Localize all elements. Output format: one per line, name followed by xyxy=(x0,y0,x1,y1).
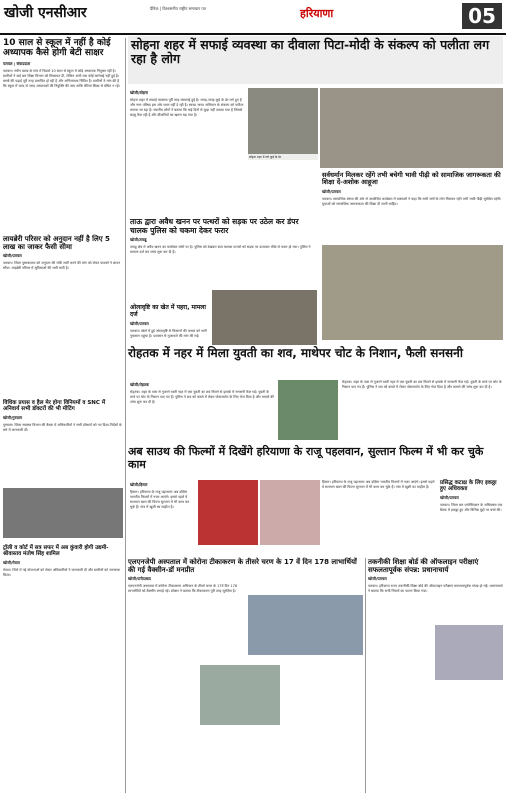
column-divider xyxy=(125,38,126,793)
article-body-continued: रोहतक। शहर के पास से गुजरने वाली नहर में एक युवती का शव मिलने से इलाके में सनसनी फैल गई। युवती के माथे पर चोट के निशान पाए गए हैं। पुलिस ने शव को कब्जे में लेकर पोस्टमार्टम के लिए भेज दिया है और मामले की जांच शुरू कर दी है। xyxy=(342,380,502,389)
byline: खोजी/तावडू xyxy=(130,237,147,243)
article-body: सोहना शहर में सफाई व्यवस्था पूरी तरह चरमराई हुई है। जगह-जगह कूड़े के ढेर लगे हुए हैं और नगर परिषद इस ओर ध्यान नहीं दे रही है। स्वच्छ भारत अभियान के संकल्प को पलीता लगाया जा रहा है। स्थानीय लोगों ने बताया कि कई दिनों से कूड़ा नहीं उठाया गया है जिससे बदबू फैल रही है और बीमारियों का खतरा बढ़ गया है। xyxy=(130,98,244,117)
headline: ट्रॉली व कोर्ट में सत्र सफर में अब कुंवारी होगी उद्यमी-श्रीवास्तव मंतोष सिंह शामिल xyxy=(3,545,109,558)
story-sohna xyxy=(130,88,245,223)
headline: ओलावृष्टि का खेत में पहरा, मामला दर्ज xyxy=(130,304,206,318)
story-rohtak xyxy=(130,380,275,445)
newspaper-logo: खोजी एनसीआर xyxy=(4,5,87,21)
article-body: पलवल। जिला बार एसोसिएशन के अधिवक्ता एक बैठक में इकठ्ठा हुए और विभिन्न मुद्दों पर चर्चा की। xyxy=(440,502,503,512)
vaccination-photo xyxy=(248,595,363,655)
article-body: तावडू क्षेत्र में अवैध खनन का कारोबार जोरों पर है। पुलिस को देखकर डंपर चालक पत्थरों को सड़क पर उलटकर मौके से फरार हो गया। पुलिस ने मामला दर्ज कर जांच शुरू कर दी है। xyxy=(130,245,311,255)
byline: खोजी/पलवल xyxy=(3,253,22,259)
headline: लायब्रेरी परिसर को अनुदान नहीं है लिए 5 लाख का जाकर फैसी सीमा xyxy=(3,235,110,252)
street-photo xyxy=(320,88,503,168)
story-film xyxy=(130,480,195,565)
headline: एलएनजेपी अस्पताल में कोरोना टीकाकरण के तीसरे चरण के 17 वें दिन 178 लाभार्थियों की गई वैक्सीन-डॉ मनप्रीत xyxy=(128,558,357,575)
story-school xyxy=(3,38,123,179)
headline: प्रसिद्ध कटाक्ष के लिए इकठ्ठा हुए अधिवक्ता xyxy=(440,480,497,493)
photo-caption: सोहना शहर में लगे कूड़े के ढेर xyxy=(248,154,318,160)
headline: ताऊ द्वारा अवैध खनन पर पत्थरों को सड़क पर उठेल कर डंपर चालक पुलिस को चकमा देकर फरार xyxy=(130,217,299,235)
wrestler-photo-2 xyxy=(260,480,320,545)
byline: खोजी/पलवल xyxy=(130,320,149,326)
headline: तकनीकी शिक्षा बोर्ड की ऑफलाइन परीक्षाएं सफलतापूर्वक संपन्न: प्रधानाचार्य xyxy=(368,558,479,575)
article-body: रोहतक। शहर के पास से गुजरने वाली नहर में एक युवती का शव मिलने से इलाके में सनसनी फैल गई। युवती के माथे पर चोट के निशान पाए गए हैं। पुलिस ने शव को कब्जे में लेकर पोस्टमार्टम के लिए भेज दिया है और मामले की जांच शुरू कर दी है। xyxy=(130,390,274,404)
hospital-photo xyxy=(200,665,280,725)
headline: 10 साल से स्कूल में नहीं है कोई अध्यापक कैसे होगी बेटी साक्षर xyxy=(3,38,111,59)
headline: अब साउथ की फिल्मों में दिखेंगे हरियाणा के राजू पहलवान, सुल्तान फिल्म में भी कर चुके काम xyxy=(128,445,484,471)
article-body: पलवल। नवीन खण्ड के गांव में पिछले 10 साल से स्कूल में कोई अध्यापक नियुक्त नहीं है। ग्रामीणों ने कई बार शिक्षा विभाग को शिकायत दी, लेकिन अभी तक कोई कार्रवाई नहीं हुई है। बच्चों की पढ़ाई पूरी तरह प्रभावित हो रही है और अभिभावक चिंतित हैं। ग्रामीणों ने मांग की है कि स्कूल में जल्द से जल्द अध्यापकों की नियुक्ति की जाए ताकि बेटियां शिक्षा से वंचित न रहें। xyxy=(3,68,120,88)
garbage-photo xyxy=(248,88,318,160)
meeting-photo xyxy=(3,488,123,538)
section-title: हरियाणा xyxy=(300,7,334,20)
canal-photo xyxy=(278,380,338,440)
article-body-continued: हिसार। हरियाणा के राजू पहलवान अब दक्षिण भारतीय फिल्मों में नजर आएंगे। इससे पहले वे सलमान खान की फिल्म सुल्तान में भी काम कर चुके हैं। गांव में खुशी का माहौल है। xyxy=(322,480,435,489)
story-speak xyxy=(440,480,503,558)
event-photo xyxy=(322,245,503,340)
byline: खोजी/सोहना xyxy=(130,90,148,95)
story-film-cont xyxy=(322,480,437,555)
wrestler-photo-1 xyxy=(198,480,258,545)
byline: खोजी/पलवल xyxy=(440,494,459,500)
story-wallet xyxy=(3,545,123,668)
stones-photo xyxy=(212,290,317,345)
article-body: पलवल। जिला पुस्तकालय को अनुदान की राशि जारी करने की मांग को लेकर पाठकों ने ज्ञापन सौंपा। लाइब्रेरी परिसर में सुविधाओं की भारी कमी है। xyxy=(3,261,121,271)
headline: सोहना शहर में सफाई व्यवस्था का दीवाला पिटा-मोदी के संकल्प को पलीता लग रहा है लोग xyxy=(131,37,490,67)
article-body: एलएनजेपी अस्पताल में कोरोना टीकाकरण अभियान के तीसरे चरण के 17वें दिन 178 लाभार्थियों को वैक्सीन लगाई गई। डॉक्टर ने बताया कि टीकाकरण पूरी तरह सुरक्षित है। xyxy=(128,584,238,594)
byline: खोजी/फरीदाबाद xyxy=(128,576,151,582)
story-rohtak-headline xyxy=(128,347,503,377)
story-film-headline xyxy=(128,446,503,471)
article-body: पलवल। हरियाणा राज्य तकनीकी शिक्षा बोर्ड की ऑफलाइन परीक्षाएं सफलतापूर्वक संपन्न हो गईं। प्रधानाचार्य ने बताया कि सभी नियमों का पालन किया गया। xyxy=(368,584,503,594)
article-body: हिसार। हरियाणा के राजू पहलवान अब दक्षिण भारतीय फिल्मों में नजर आएंगे। इससे पहले वे सलमान खान की फिल्म सुल्तान में भी काम कर चुके हैं। गांव में खुशी का माहौल है। xyxy=(130,490,190,509)
story-sohna-headline xyxy=(128,36,503,84)
byline: पलवल | संवाददाता xyxy=(3,60,31,66)
masthead xyxy=(0,0,506,35)
article-body: पलवल। खेतों में हुई ओलावृष्टि से किसानों की फसल को भारी नुकसान पहुंचा है। प्रशासन से मुआवजे की मांग की गई। xyxy=(130,328,207,338)
article-body: पलवल। सामाजिक संस्था की ओर से आयोजित कार्यक्रम में वक्ताओं ने कहा कि सभी धर्मों के लोग मिलकर रहेंगे तभी भावी पीढ़ी सुरक्षित रहेगी। युवाओं को सामाजिक जागरूकता की शिक्षा दी जानी चाहिए। xyxy=(322,196,502,206)
byline: खोजी/मेवात xyxy=(3,559,20,565)
byline: खोजी/रोहतक xyxy=(130,382,149,387)
story-library xyxy=(3,235,123,381)
article-body: मेवात। जिले में नई योजनाओं को लेकर अधिकारियों ने जानकारी दी और ग्रामीणों को जागरूक किया। xyxy=(3,567,121,577)
headline: विधिक प्रयास व हैल मेर होगा विनियमों व SNC में अनिवार्य सभी डॉक्टरों की भी मीटिंग xyxy=(3,400,106,413)
byline: खोजी/हिसार xyxy=(130,482,148,487)
article-body: गुरुग्राम। जिला स्वास्थ्य विभाग की बैठक में अधिकारियों ने सभी डॉक्टरों को नए दिशा-निर्देशों के बारे में जानकारी दी। xyxy=(3,422,122,432)
byline: खोजी/पलवल xyxy=(322,188,341,194)
page-number: 05 xyxy=(462,3,502,29)
story-nation xyxy=(322,172,503,237)
column-divider xyxy=(365,558,366,793)
story-congress xyxy=(3,400,123,483)
exam-photo xyxy=(435,625,503,680)
byline: खोजी/गुरुग्राम xyxy=(3,414,23,420)
headline: रोहतक में नहर में मिला युवती का शव, माथेपर चोट के निशान, फैली सनसनी xyxy=(128,346,463,360)
byline: खोजी/पलवल xyxy=(368,576,387,582)
masthead-meta: दैनिक | विश्वसनीय राष्ट्रीय समाचार पत्र xyxy=(150,6,206,11)
headline: सर्वधर्मान मिलकर रहेंगे तभी बचेगी भावी पीढ़ी को सामाजिक जागरूकता की शिक्षा दें-अशोक आहूजा xyxy=(322,171,501,187)
story-rohtak-cont xyxy=(342,380,503,440)
